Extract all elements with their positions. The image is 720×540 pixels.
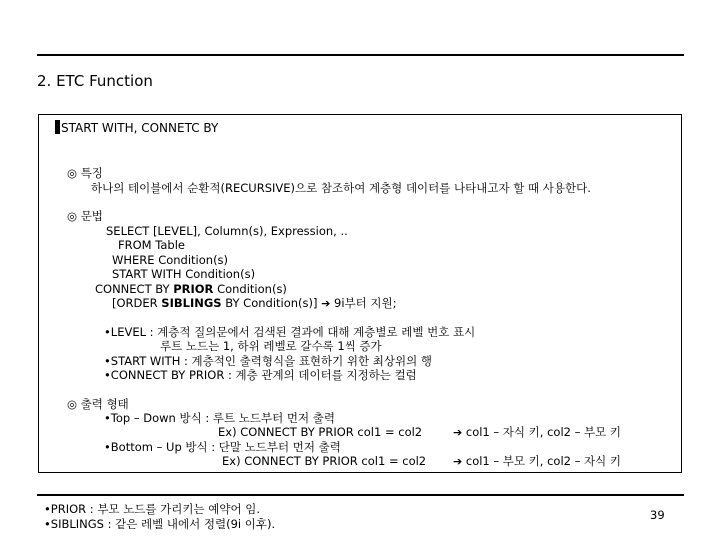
bottom-divider	[37, 494, 684, 496]
syntax-title: ◎ 문법	[67, 209, 103, 223]
top-down-label: •Top – Down 방식 : 루트 노드부터 먼저 출력	[104, 411, 335, 425]
connect-by-condition: Condition(s)	[213, 282, 287, 296]
arrow-icon: ➔	[321, 297, 331, 310]
arrow-icon: ➔	[453, 426, 463, 439]
bottom-up-example: Ex) CONNECT BY PRIOR col1 = col2	[222, 454, 427, 468]
section-heading: 2. ETC Function	[37, 72, 153, 90]
title-bar-marker	[55, 120, 60, 134]
order-condition: BY Condition(s)]	[221, 296, 318, 310]
bottom-up-label: •Bottom – Up 방식 : 단말 노드부터 먼저 출력	[104, 440, 341, 454]
syntax-from: FROM Table	[118, 238, 185, 252]
syntax-connect-by	[95, 282, 287, 296]
footnote-prior: •PRIOR : 부모 노드를 가리키는 예약어 임.	[44, 502, 261, 516]
syntax-where: WHERE Condition(s)	[112, 253, 229, 267]
version-note: 9i부터 지원;	[334, 296, 397, 310]
bottom-up-note-text: col1 – 부모 키, col2 – 자식 키	[465, 454, 622, 468]
feature-title: ◎ 특징	[67, 166, 103, 180]
feature-text: 하나의 테이블에서 순환적(RECURSIVE)으로 참조하여 계층형 데이터를 나타내고자 할 때 사용한다.	[91, 181, 591, 195]
bottom-up-note	[453, 454, 621, 469]
connect-by-keyword: CONNECT BY	[95, 282, 174, 296]
box-title-text: START WITH, CONNETC BY	[61, 121, 219, 135]
top-down-note	[453, 425, 621, 440]
order-keyword: [ORDER	[112, 296, 162, 310]
content-box	[38, 114, 682, 473]
footnote-siblings: •SIBLINGS : 같은 레벨 내에서 정렬(9i 이후).	[44, 517, 276, 531]
top-down-note-text: col1 – 자식 키, col2 – 부모 키	[465, 425, 622, 439]
box-title	[55, 120, 218, 135]
top-down-example: Ex) CONNECT BY PRIOR col1 = col2	[218, 425, 423, 439]
bullet-level: •LEVEL : 계층적 질의문에서 검색된 결과에 대해 계층별로 레벨 번호 표시	[104, 325, 476, 339]
output-title: ◎ 출력 형태	[67, 397, 129, 411]
arrow-icon: ➔	[453, 455, 463, 468]
siblings-keyword: SIBLINGS	[161, 296, 222, 310]
syntax-start-with: START WITH Condition(s)	[112, 267, 256, 281]
bullet-connect-by: •CONNECT BY PRIOR : 계층 관계의 데이터를 지정하는 컬럼	[104, 368, 417, 382]
page-number: 39	[650, 508, 665, 522]
bullet-level-detail: 루트 노드는 1, 하위 레벨로 갈수록 1씩 증가	[160, 339, 382, 353]
syntax-select: SELECT [LEVEL], Column(s), Expression, ..	[106, 224, 348, 238]
prior-keyword: PRIOR	[173, 282, 214, 296]
top-divider	[37, 54, 684, 56]
bullet-start-with: •START WITH : 계층적인 출력형식을 표현하기 위한 최상위의 행	[104, 354, 432, 368]
syntax-order-siblings	[112, 296, 397, 311]
